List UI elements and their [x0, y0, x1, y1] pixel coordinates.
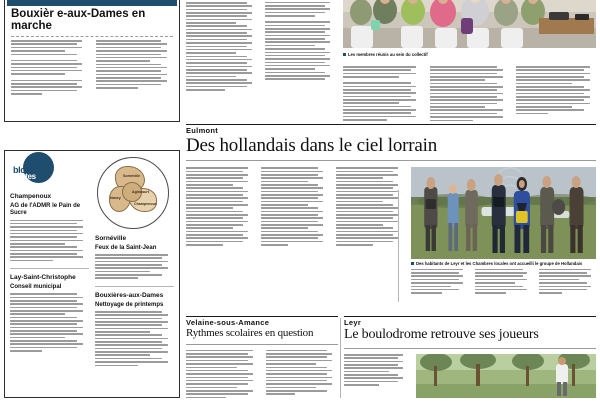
bloc-notes-column-left	[10, 155, 89, 393]
headline-rule	[186, 344, 338, 345]
body-copy	[265, 0, 337, 80]
velaine-column-1	[186, 350, 259, 400]
eulmont-photo-caption-wrap	[411, 261, 596, 266]
eulmont-body	[186, 167, 596, 295]
velaine-columns	[186, 350, 338, 400]
body-copy	[411, 269, 468, 294]
amap-photo-caption: Les membres réunis au sein du collectif	[348, 51, 428, 57]
body-copy	[186, 350, 259, 398]
eulmont-photo	[411, 167, 596, 259]
body-copy	[430, 66, 510, 121]
column-separator	[340, 318, 341, 398]
amap-column-5	[516, 66, 596, 122]
article-eulmont	[186, 124, 596, 304]
logo-word-2: notes	[16, 172, 36, 181]
article-leyr	[344, 316, 596, 400]
leyr-kicker: Leyr	[344, 318, 362, 327]
entry-copy	[95, 311, 174, 366]
entry-divider	[10, 268, 89, 269]
entry-place: Lay-Saint-Christophe	[10, 274, 76, 282]
amap-column-1	[186, 0, 258, 114]
section-rule	[344, 316, 596, 317]
bloc-notes-entry	[10, 193, 89, 261]
body-copy	[516, 66, 596, 114]
caption-bullet-icon	[343, 53, 346, 56]
entry-place: Champenoux	[10, 193, 52, 200]
caption-bullet-icon	[411, 262, 414, 265]
amap-column-4	[430, 66, 510, 122]
leyr-body	[344, 354, 596, 403]
eulmont-column-2	[261, 167, 328, 295]
eulmont-photo-image	[411, 167, 596, 259]
eulmont-column-1	[186, 167, 253, 295]
entry-copy	[95, 254, 174, 279]
leyr-column-1	[344, 354, 408, 403]
amap-column-2	[265, 0, 337, 114]
eulmont-column-3	[336, 167, 403, 295]
leyr-headline: Le boulodrome retrouve ses joueurs	[344, 327, 539, 343]
body-copy	[186, 167, 253, 246]
entry-place: Sornéville	[95, 235, 127, 242]
velaine-headline: Rythmes scolaires en question	[186, 327, 314, 340]
bloc-notes-column-right	[95, 155, 174, 393]
entry-subhead: Nettoyage de printemps	[95, 301, 164, 308]
column-separator	[398, 190, 399, 302]
amap-tail-columns	[343, 66, 596, 122]
section-rule	[186, 124, 596, 125]
entry-subhead: AG de l'ADMR le Pain de Sucre	[10, 202, 81, 216]
body-copy	[261, 167, 328, 246]
article-headline: Bouxièr e-aux-Dames en marche	[11, 8, 146, 33]
body-copy	[343, 66, 423, 121]
amap-photo	[343, 0, 596, 48]
bloc-notes-panel	[4, 150, 180, 398]
entry-place: Bouxières-aux-Dames	[95, 292, 164, 299]
leyr-photo	[416, 354, 596, 403]
sector-map-icon	[97, 157, 169, 229]
velaine-column-2	[266, 350, 339, 400]
body-copy	[336, 167, 403, 246]
body-copy	[344, 354, 408, 386]
entry-subhead: Conseil municipal	[10, 283, 62, 290]
leyr-photo-image	[416, 354, 596, 398]
body-copy	[11, 40, 89, 94]
map-label: Nancy	[110, 196, 121, 200]
bloc-notes-entry	[95, 292, 174, 366]
article-velaine	[186, 316, 338, 400]
eulmont-tail-2	[475, 269, 532, 296]
bloc-notes-entry	[10, 274, 89, 351]
section-rule	[186, 316, 338, 317]
eulmont-tail-columns	[411, 269, 596, 296]
body-copy	[266, 350, 339, 395]
eulmont-photo-caption: Des habitants de Leyr et les Chambres locales ont accueilli le groupe de Hollandais	[416, 260, 583, 266]
body-copy	[186, 0, 258, 91]
article-column-2	[96, 40, 174, 96]
entry-divider	[95, 286, 174, 287]
headline-rule	[344, 348, 596, 349]
eulmont-headline: Des hollandais dans le ciel lorrain	[186, 135, 438, 157]
bloc-notes-entry	[95, 235, 174, 279]
velaine-kicker: Velaine-sous-Amance	[186, 318, 270, 327]
amap-photo-image	[343, 0, 596, 48]
body-copy	[96, 40, 174, 88]
map-label: Champenoux	[134, 202, 157, 206]
amap-column-3	[343, 66, 423, 122]
eulmont-kicker: Eulmont	[186, 126, 219, 135]
entry-copy	[10, 293, 89, 351]
logo-word-1: bloc-	[13, 165, 33, 175]
article-body-columns	[5, 40, 179, 96]
map-label: Agincourt	[132, 190, 149, 194]
map-label: Sornéville	[123, 174, 141, 178]
eulmont-photo-wrap	[411, 167, 596, 295]
bloc-notes-logo	[12, 156, 54, 188]
article-amap-columns	[186, 0, 336, 114]
article-column-1	[11, 40, 89, 96]
entry-subhead: Feux de la Saint-Jean	[95, 244, 157, 251]
headline-divider	[11, 36, 173, 37]
body-copy	[539, 269, 596, 294]
amap-photo-caption-wrap	[343, 52, 596, 57]
headline-rule	[186, 160, 596, 161]
article-bouxieres-marche	[4, 0, 180, 122]
body-copy	[475, 269, 532, 294]
eulmont-tail-3	[539, 269, 596, 296]
entry-copy	[10, 220, 89, 262]
eulmont-tail-1	[411, 269, 468, 296]
